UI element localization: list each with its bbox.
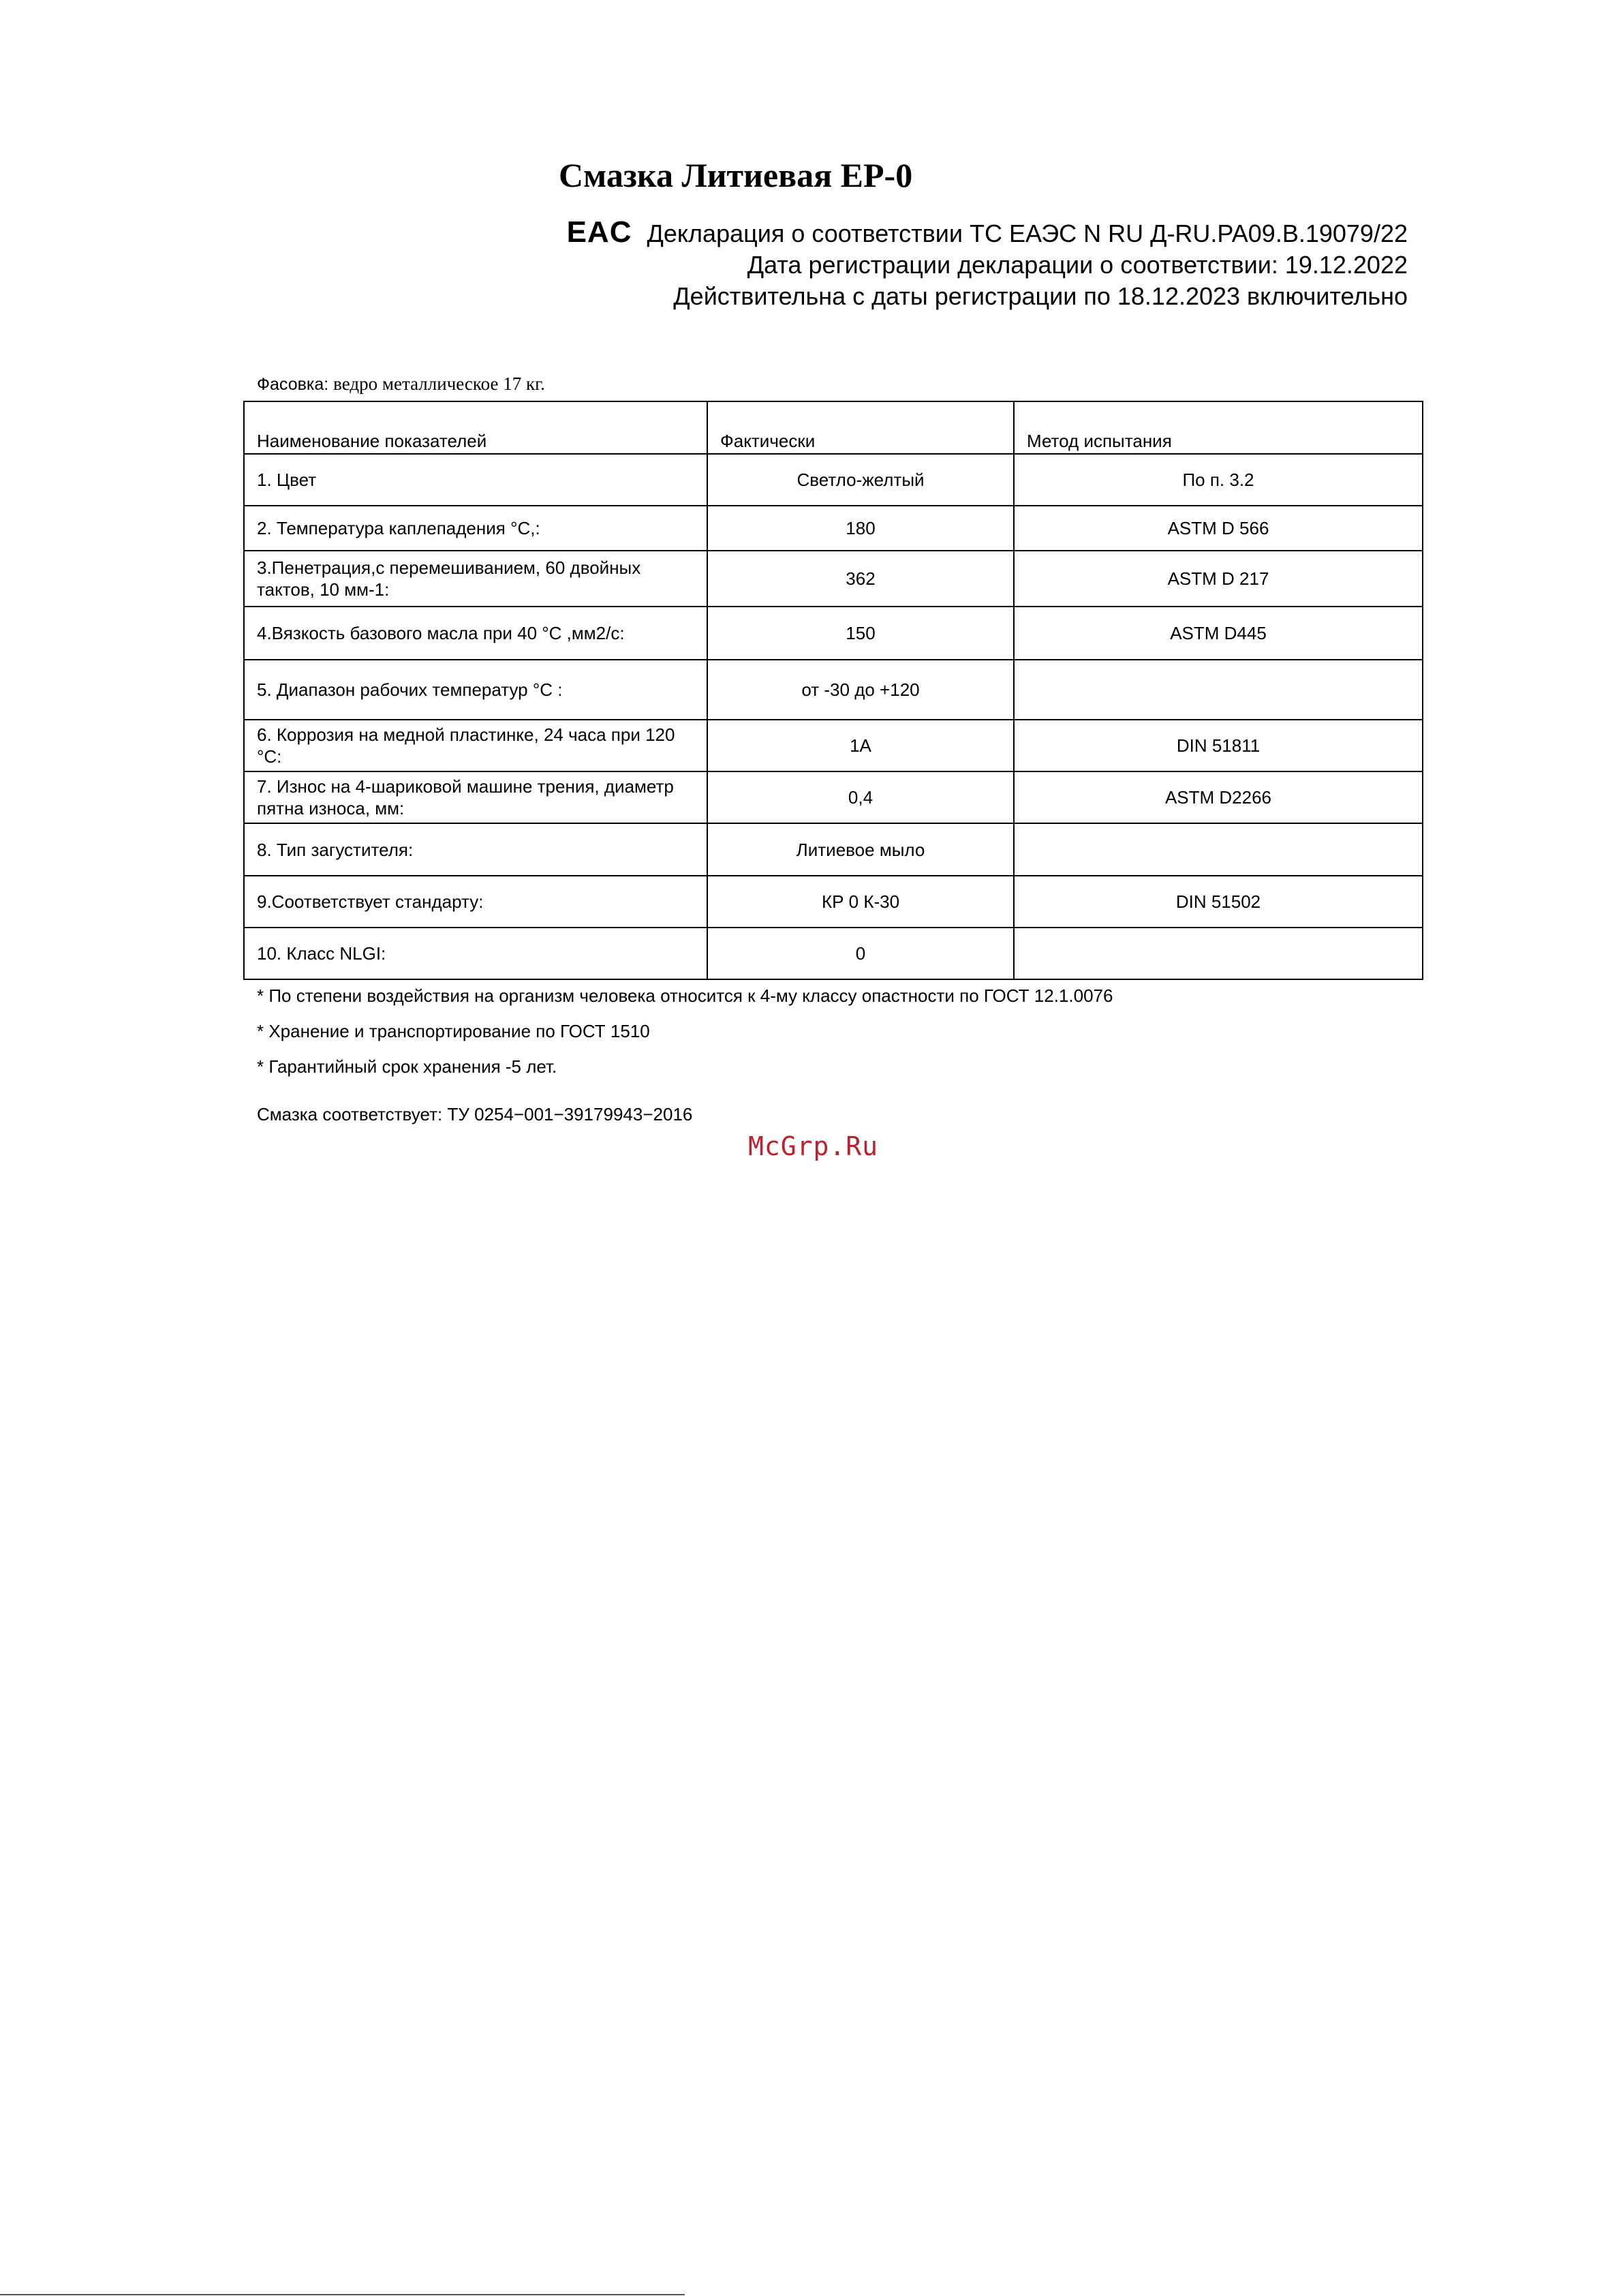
- declaration-line: [454, 217, 1408, 249]
- row-parameter: 8. Тип загустителя:: [244, 823, 707, 876]
- row-parameter: 6. Коррозия на медной пластинке, 24 часа при 120 °С:: [244, 720, 707, 771]
- row-parameter: 3.Пенетрация,с перемешиванием, 60 двойных тактов, 10 мм-1:: [244, 551, 707, 607]
- row-test-method: ASTM D445: [1014, 607, 1423, 660]
- table-row: [244, 876, 1423, 928]
- row-actual-value: 362: [707, 551, 1014, 607]
- row-test-method: ASTM D 566: [1014, 506, 1423, 551]
- row-test-method: [1014, 823, 1423, 876]
- watermark-text: McGrp.Ru: [748, 1131, 879, 1161]
- specification-table: [243, 401, 1423, 980]
- row-parameter: 4.Вязкость базового масла при 40 °С ,мм2/с:: [244, 607, 707, 660]
- row-test-method: ASTM D 217: [1014, 551, 1423, 607]
- header-parameter: Наименование показателей: [244, 401, 707, 454]
- table-row: [244, 551, 1423, 607]
- row-test-method: [1014, 928, 1423, 979]
- row-actual-value: Светло-желтый: [707, 454, 1014, 506]
- table-row: [244, 771, 1423, 823]
- row-parameter: 10. Класс NLGI:: [244, 928, 707, 979]
- row-test-method: По п. 3.2: [1014, 454, 1423, 506]
- row-parameter: 7. Износ на 4-шариковой машине трения, диаметр пятна износа, мм:: [244, 771, 707, 823]
- validity-period: Действительна с даты регистрации по 18.12.2023 включительно: [673, 282, 1408, 310]
- registration-date: Дата регистрации декларации о соответствии: 19.12.2022: [747, 251, 1408, 279]
- table-row: [244, 720, 1423, 771]
- row-actual-value: 0,4: [707, 771, 1014, 823]
- eac-logo: EAC: [566, 215, 632, 249]
- table-row: [244, 823, 1423, 876]
- row-actual-value: Литиевое мыло: [707, 823, 1014, 876]
- compliance-statement: Смазка соответствует: ТУ 0254−001−39179943−2016: [257, 1104, 693, 1124]
- notes-block: [257, 985, 1113, 1125]
- row-test-method: DIN 51811: [1014, 720, 1423, 771]
- row-test-method: ASTM D2266: [1014, 771, 1423, 823]
- table-row: [244, 506, 1423, 551]
- packing-info: [257, 373, 545, 395]
- note-shelf-life: * Гарантийный срок хранения -5 лет.: [257, 1056, 557, 1077]
- table-header-row: [244, 401, 1423, 454]
- table-row: [244, 928, 1423, 979]
- table-row: [244, 454, 1423, 506]
- packing-value: ведро металлическое 17 кг.: [333, 373, 545, 394]
- row-parameter: 2. Температура каплепадения °С,:: [244, 506, 707, 551]
- row-actual-value: 0: [707, 928, 1014, 979]
- row-parameter: 9.Соответствует стандарту:: [244, 876, 707, 928]
- table-row: [244, 660, 1423, 720]
- row-parameter: 1. Цвет: [244, 454, 707, 506]
- table-row: [244, 607, 1423, 660]
- row-actual-value: 1А: [707, 720, 1014, 771]
- note-hazard-class: * По степени воздействия на организм человека относится к 4-му классу опастности по ГОСТ 12.1.0076: [257, 985, 1113, 1006]
- row-actual-value: 150: [707, 607, 1014, 660]
- row-actual-value: от -30 до +120: [707, 660, 1014, 720]
- document-title: Смазка Литиевая EP-0: [559, 156, 913, 194]
- eac-declaration-block: [454, 217, 1408, 312]
- header-test-method: Метод испытания: [1014, 401, 1423, 454]
- row-test-method: [1014, 660, 1423, 720]
- bottom-rule: [0, 2294, 685, 2295]
- row-parameter: 5. Диапазон рабочих температур °С :: [244, 660, 707, 720]
- row-test-method: DIN 51502: [1014, 876, 1423, 928]
- row-actual-value: 180: [707, 506, 1014, 551]
- declaration-text: Декларация о соответствии ТС ЕАЭС N RU Д-RU.PA09.B.19079/22: [647, 219, 1408, 247]
- note-storage: * Хранение и транспортирование по ГОСТ 1510: [257, 1021, 650, 1041]
- packing-label: Фасовка:: [257, 375, 329, 394]
- header-actual: Фактически: [707, 401, 1014, 454]
- row-actual-value: КР 0 К-30: [707, 876, 1014, 928]
